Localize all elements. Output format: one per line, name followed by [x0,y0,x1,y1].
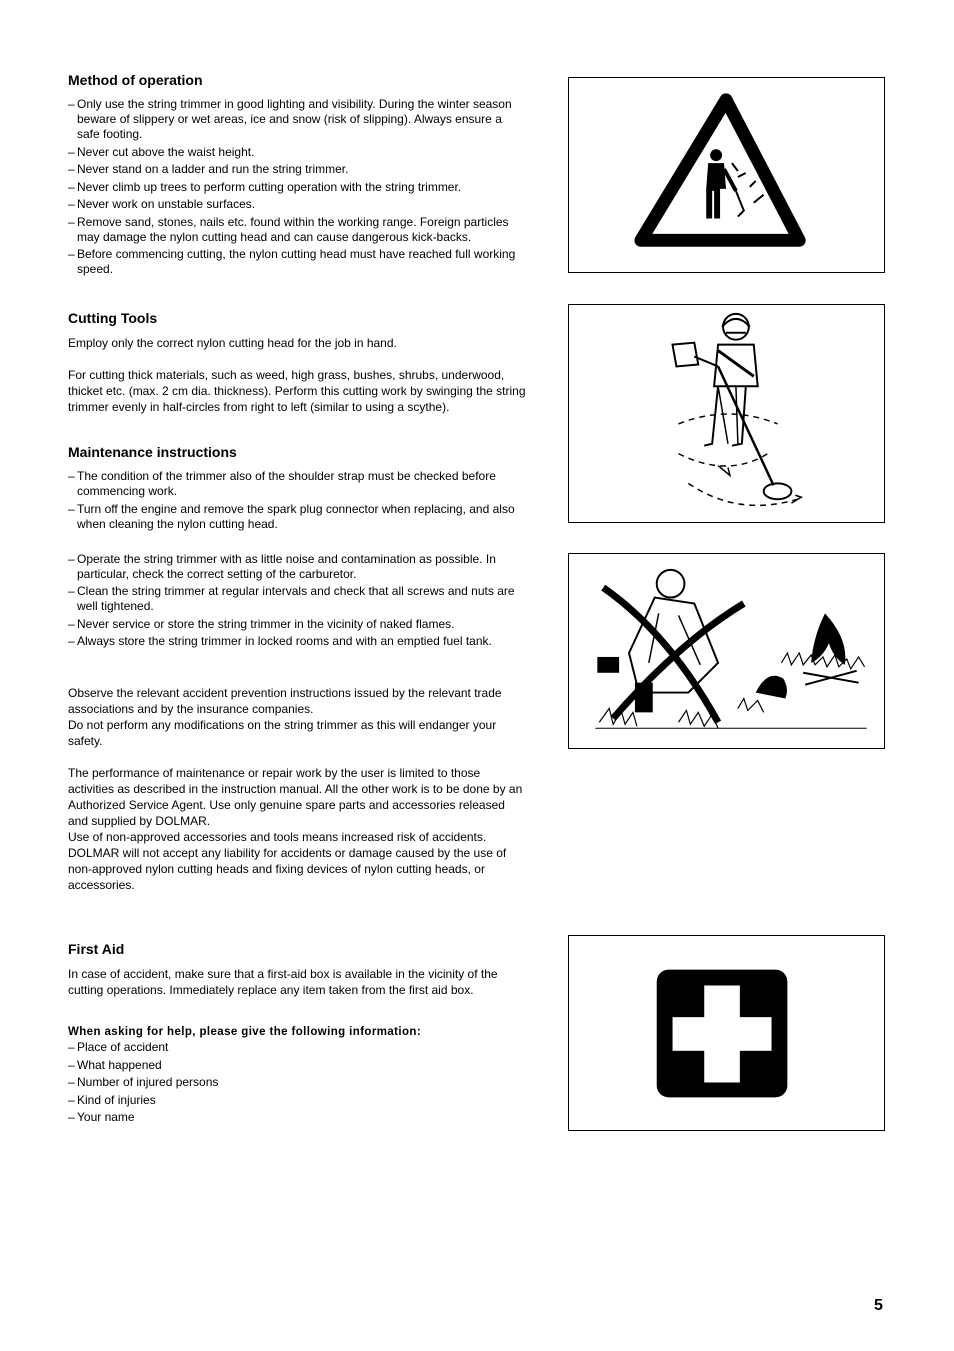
list-item: – Kind of injuries [68,1093,526,1108]
section-title: Cutting Tools [68,310,158,326]
list-item: – Number of injured persons [68,1075,526,1090]
first-aid-figure [568,935,885,1131]
no-fire-icon [569,554,884,748]
no-service-near-fire-figure [568,553,885,749]
list-item: – Never climb up trees to perform cutting operation with the string trimmer. [68,180,526,195]
list-item: – Your name [68,1110,526,1125]
list-item: – Only use the string trimmer in good lighting and visibility. During the winter season beware of slippery or wet areas, ice and snow (risk of slipping). Always ensure a safe footing. [68,97,526,142]
paragraph: In case of accident, make sure that a first-aid box is available in the vicinity of the cutting operations. Immediately replace any item taken from the first aid box. [68,967,498,997]
section-maintenance [68,444,526,652]
list-item: – Operate the string trimmer with as little noise and contamination as possible. In particular, check the correct setting of the carburetor. [68,552,526,582]
warning-triangle-figure [568,77,885,273]
help-list [68,1040,526,1125]
section-title: Method of operation [68,72,203,88]
list-item: – Remove sand, stones, nails etc. found within the working range. Foreign particles may damage the nylon cutting head and can cause dangerous kick-backs. [68,215,526,245]
list-item: – Clean the string trimmer at regular intervals and check that all screws and nuts are well tightened. [68,584,526,614]
trimmer-operator-icon [569,305,884,522]
paragraph: For cutting thick materials, such as weed, high grass, bushes, shrubs, underwood, thicket etc. (max. 2 cm dia. thickness). Perform this cutting work by swinging the string trimmer evenly in half-circles from right to left (similar to using a scythe). [68,368,526,414]
paragraph: Employ only the correct nylon cutting head for the job in hand. [68,336,397,350]
list-item: – The condition of the trimmer also of the shoulder strap must be checked before commencing work. [68,469,526,499]
paragraph: DOLMAR will not accept any liability for accidents or damage caused by the use of non-approved nylon cutting heads and fixing devices of nylon cutting heads, or accessories. [68,846,507,892]
section-first-aid [68,941,526,1128]
list-item: – Never cut above the waist height. [68,145,526,160]
list-item: – Turn off the engine and remove the spark plug connector when replacing, and also when cleaning the nylon cutting head. [68,502,526,532]
list-item: – Before commencing cutting, the nylon cutting head must have reached full working speed. [68,247,526,277]
section-cutting-tools [68,310,526,415]
list-item: – Never service or store the string trimmer in the vicinity of naked flames. [68,617,526,632]
method-list [68,97,526,277]
page-number: 5 [874,1297,883,1314]
paragraph: The performance of maintenance or repair work by the user is limited to those activities as described in the instruction manual. All the other work is to be done by an Authorized Service Agent. Use only genuine spare parts and accessories released and supplied by DOLMAR. [68,766,523,828]
list-item: – Never stand on a ladder and run the string trimmer. [68,162,526,177]
section-title: First Aid [68,941,125,957]
section-title: Maintenance instructions [68,444,237,460]
list-item: – Always store the string trimmer in locked rooms and with an emptied fuel tank. [68,634,526,649]
first-aid-cross-icon [569,936,884,1130]
paragraph: Use of non-approved accessories and tools means increased risk of accidents. [68,830,487,844]
section-method-of-operation [68,72,526,280]
paragraph: Do not perform any modifications on the string trimmer as this will endanger your safety. [68,718,497,748]
paragraph: Observe the relevant accident prevention instructions issued by the relevant trade associations and by the insurance companies. [68,686,502,716]
warning-icon [569,78,884,272]
trimmer-operation-figure [568,304,885,523]
list-item: – What happened [68,1058,526,1073]
list-item: – Place of accident [68,1040,526,1055]
list-item: – Never work on unstable surfaces. [68,197,526,212]
help-title: When asking for help, please give the following information: [68,1026,422,1038]
maintenance-list [68,469,526,649]
maintenance-notes [68,685,526,893]
